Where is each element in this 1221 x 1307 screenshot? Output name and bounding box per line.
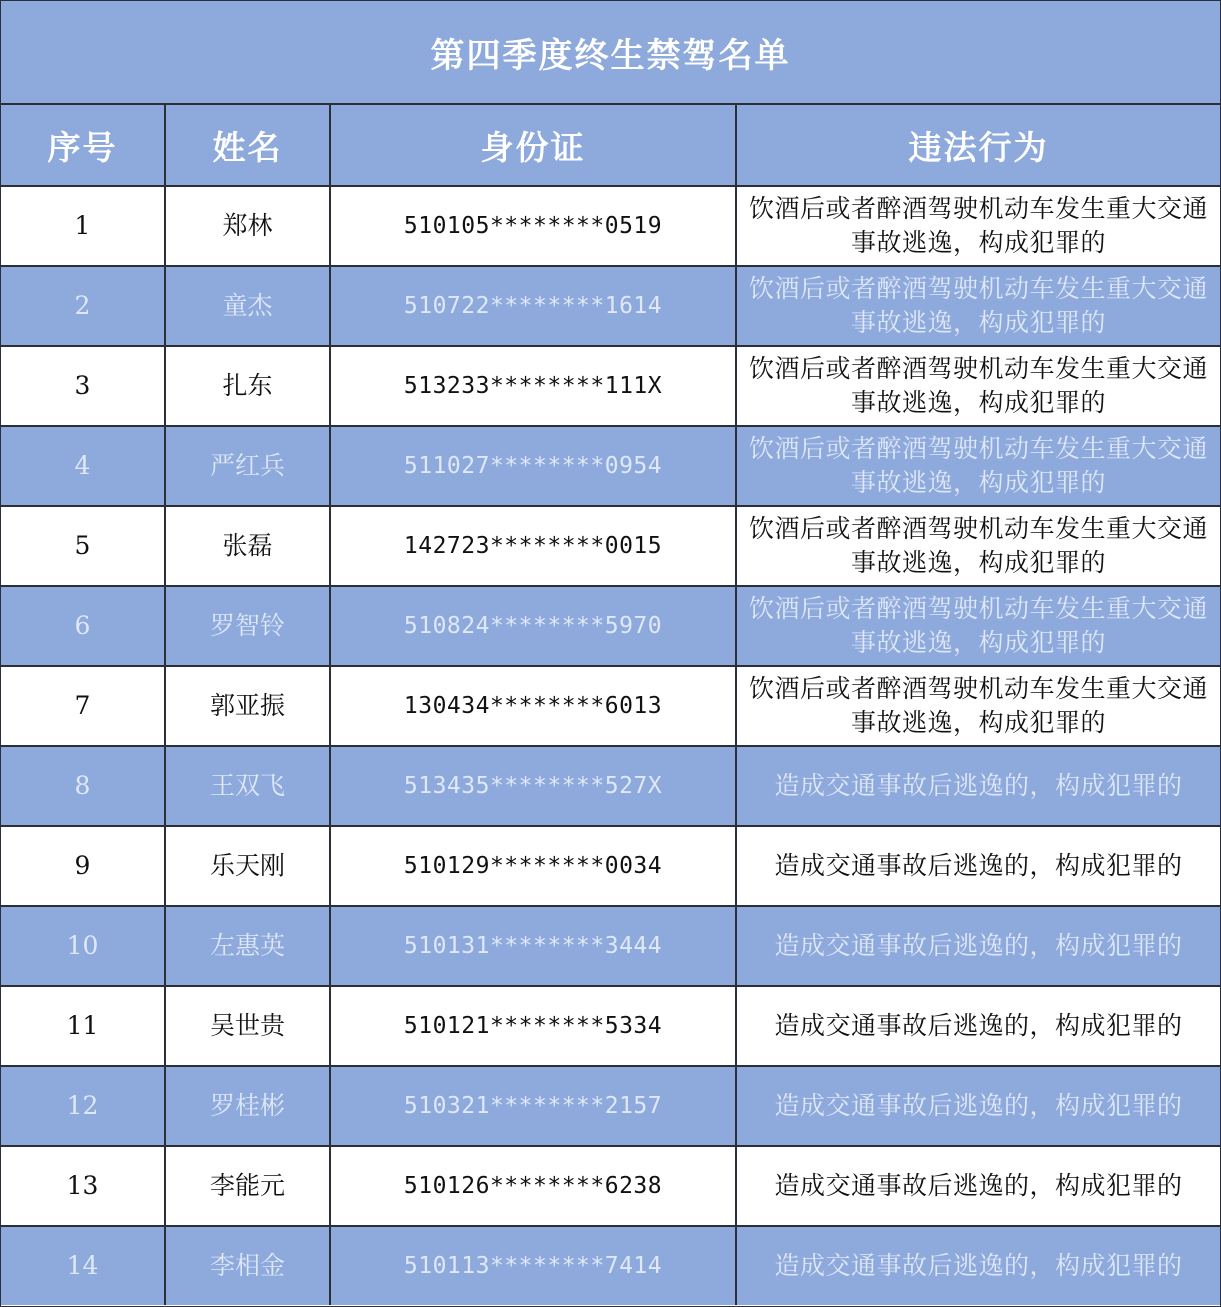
row-index-cell: 1 [1,186,165,266]
row-index-cell: 13 [1,1146,165,1226]
row-index-cell: 4 [1,426,165,506]
row-id-card-cell: 510722********1614 [330,266,736,346]
table-row [1,826,1220,906]
table-row [1,666,1220,746]
row-id-card-cell: 513435********527X [330,746,736,826]
row-id-card-cell: 510121********5334 [330,986,736,1066]
row-index-cell: 5 [1,506,165,586]
row-id-card-cell: 513233********111X [330,346,736,426]
row-violation-cell: 造成交通事故后逃逸的，构成犯罪的 [736,1066,1220,1146]
row-id-card-cell: 142723********0015 [330,506,736,586]
row-index-cell: 9 [1,826,165,906]
row-name-cell: 左惠英 [165,906,330,986]
row-violation-cell: 饮酒后或者醉酒驾驶机动车发生重大交通事故逃逸，构成犯罪的 [736,346,1220,426]
row-name-cell: 严红兵 [165,426,330,506]
row-violation-cell: 造成交通事故后逃逸的，构成犯罪的 [736,1146,1220,1226]
row-id-card-cell: 130434********6013 [330,666,736,746]
row-violation-cell: 造成交通事故后逃逸的，构成犯罪的 [736,1226,1220,1305]
table-row [1,1066,1220,1146]
row-index-cell: 2 [1,266,165,346]
table-header [1,105,1220,186]
row-index-cell: 3 [1,346,165,426]
column-header-id-card: 身份证 [330,105,736,186]
row-id-card-cell: 510824********5970 [330,586,736,666]
table-row [1,986,1220,1066]
row-violation-cell: 饮酒后或者醉酒驾驶机动车发生重大交通事故逃逸，构成犯罪的 [736,186,1220,266]
column-header-violation: 违法行为 [736,105,1220,186]
row-index-cell: 8 [1,746,165,826]
table-row [1,506,1220,586]
header-row [1,105,1220,186]
table-body [1,186,1220,1305]
row-name-cell: 李能元 [165,1146,330,1226]
row-name-cell: 吴世贵 [165,986,330,1066]
column-header-name: 姓名 [165,105,330,186]
row-violation-cell: 造成交通事故后逃逸的，构成犯罪的 [736,906,1220,986]
table-row [1,1146,1220,1226]
table-row [1,346,1220,426]
table-row [1,906,1220,986]
column-header-index: 序号 [1,105,165,186]
row-violation-cell: 造成交通事故后逃逸的，构成犯罪的 [736,746,1220,826]
row-id-card-cell: 510129********0034 [330,826,736,906]
table-row [1,266,1220,346]
row-violation-cell: 饮酒后或者醉酒驾驶机动车发生重大交通事故逃逸，构成犯罪的 [736,586,1220,666]
row-id-card-cell: 510105********0519 [330,186,736,266]
row-name-cell: 郭亚振 [165,666,330,746]
row-index-cell: 7 [1,666,165,746]
row-name-cell: 张磊 [165,506,330,586]
row-id-card-cell: 511027********0954 [330,426,736,506]
table-row [1,1226,1220,1305]
table-row [1,746,1220,826]
row-name-cell: 郑林 [165,186,330,266]
row-id-card-cell: 510126********6238 [330,1146,736,1226]
row-name-cell: 王双飞 [165,746,330,826]
row-violation-cell: 饮酒后或者醉酒驾驶机动车发生重大交通事故逃逸，构成犯罪的 [736,426,1220,506]
row-name-cell: 扎东 [165,346,330,426]
table-row [1,586,1220,666]
table-title: 第四季度终生禁驾名单 [1,1,1220,105]
row-name-cell: 李相金 [165,1226,330,1305]
row-name-cell: 罗智铃 [165,586,330,666]
row-name-cell: 罗桂彬 [165,1066,330,1146]
row-name-cell: 乐天刚 [165,826,330,906]
row-violation-cell: 造成交通事故后逃逸的，构成犯罪的 [736,986,1220,1066]
row-violation-cell: 饮酒后或者醉酒驾驶机动车发生重大交通事故逃逸，构成犯罪的 [736,666,1220,746]
row-id-card-cell: 510321********2157 [330,1066,736,1146]
row-index-cell: 6 [1,586,165,666]
row-name-cell: 童杰 [165,266,330,346]
table-row [1,426,1220,506]
row-id-card-cell: 510113********7414 [330,1226,736,1305]
row-index-cell: 10 [1,906,165,986]
table-row [1,186,1220,266]
row-index-cell: 14 [1,1226,165,1305]
row-violation-cell: 饮酒后或者醉酒驾驶机动车发生重大交通事故逃逸，构成犯罪的 [736,506,1220,586]
row-violation-cell: 饮酒后或者醉酒驾驶机动车发生重大交通事故逃逸，构成犯罪的 [736,266,1220,346]
row-violation-cell: 造成交通事故后逃逸的，构成犯罪的 [736,826,1220,906]
ban-list-table [1,105,1220,1305]
row-id-card-cell: 510131********3444 [330,906,736,986]
row-index-cell: 12 [1,1066,165,1146]
row-index-cell: 11 [1,986,165,1066]
